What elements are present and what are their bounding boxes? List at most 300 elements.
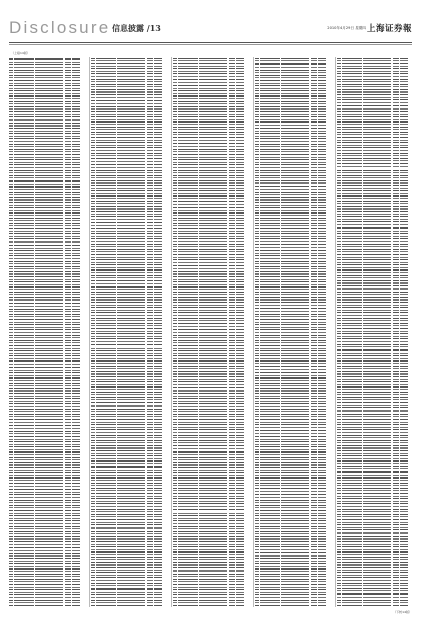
table-cell <box>72 93 80 94</box>
table-cell <box>72 523 80 524</box>
table-cell <box>229 66 235 67</box>
table-cell <box>173 318 177 319</box>
table-cell <box>260 85 280 86</box>
table-cell <box>236 116 244 117</box>
table-cell <box>236 297 244 298</box>
table-cell <box>91 299 95 300</box>
table-cell <box>229 225 235 226</box>
table-cell <box>199 246 227 247</box>
table-cell <box>117 153 145 154</box>
table-cell <box>318 385 326 386</box>
table-cell <box>72 103 80 104</box>
table-cell <box>178 124 198 125</box>
table-cell <box>229 451 235 452</box>
table-cell <box>35 594 63 595</box>
table-cell <box>9 561 13 562</box>
table-cell <box>260 244 280 245</box>
table-cell <box>65 454 71 455</box>
table-cell <box>9 518 13 519</box>
table-cell <box>318 244 326 245</box>
table-cell <box>178 63 198 64</box>
table-cell <box>147 360 153 361</box>
table-cell <box>229 149 235 150</box>
table-cell <box>236 127 244 128</box>
table-cell <box>178 506 198 507</box>
table-cell <box>72 197 80 198</box>
table-cell <box>9 205 13 206</box>
table-cell <box>72 172 80 173</box>
table-cell <box>96 106 116 107</box>
table-cell <box>281 186 309 187</box>
table-cell <box>147 353 153 354</box>
table-cell <box>117 536 145 537</box>
table-cell <box>178 570 198 571</box>
table-cell <box>281 106 309 107</box>
table-cell <box>318 528 326 529</box>
column-divider <box>171 57 172 607</box>
table-cell <box>199 515 227 516</box>
table-cell <box>154 597 162 598</box>
table-cell <box>311 581 317 582</box>
table-cell <box>255 403 259 404</box>
table-cell <box>199 95 227 96</box>
table-cell <box>178 574 198 575</box>
table-cell <box>281 393 309 394</box>
table-cell <box>14 289 34 290</box>
table-cell <box>173 396 177 397</box>
table-cell <box>9 332 13 333</box>
table-cell <box>173 429 177 430</box>
table-cell <box>318 80 326 81</box>
table-cell <box>14 210 34 211</box>
table-cell <box>65 319 71 320</box>
table-cell <box>318 311 326 312</box>
table-cell <box>311 444 317 445</box>
table-cell <box>229 570 235 571</box>
table-cell <box>35 197 63 198</box>
table-cell <box>229 335 235 336</box>
table-cell <box>65 544 71 545</box>
table-cell <box>117 172 145 173</box>
table-cell <box>260 149 280 150</box>
table-cell <box>229 363 235 364</box>
table-cell <box>173 409 177 410</box>
table-cell <box>318 103 326 104</box>
table-cell <box>35 403 63 404</box>
table-cell <box>229 462 235 463</box>
table-cell <box>173 523 177 524</box>
table-cell <box>318 369 326 370</box>
table-cell <box>9 383 13 384</box>
table-cell <box>199 401 227 402</box>
table-cell <box>255 345 259 346</box>
table-cell <box>255 549 259 550</box>
table-cell <box>318 281 326 282</box>
table-cell <box>117 225 145 226</box>
table-cell <box>260 131 280 132</box>
table-cell <box>281 266 309 267</box>
table-cell <box>311 393 317 394</box>
table-cell <box>236 437 244 438</box>
table-cell <box>14 515 34 516</box>
table-cell <box>96 572 116 573</box>
table-cell <box>96 86 116 87</box>
table-cell <box>96 116 116 117</box>
table-cell <box>91 225 95 226</box>
table-cell <box>311 67 317 68</box>
table-cell <box>260 507 280 508</box>
table-cell <box>154 475 162 476</box>
table-cell <box>147 195 153 196</box>
table-cell <box>281 247 309 248</box>
table-cell <box>96 602 116 603</box>
table-cell <box>199 501 227 502</box>
table-cell <box>255 467 259 468</box>
table-cell <box>178 315 198 316</box>
table-cell <box>91 498 95 499</box>
table-cell <box>229 151 235 152</box>
table-cell <box>117 602 145 603</box>
table-cell <box>318 292 326 293</box>
table-cell <box>173 159 177 160</box>
table-cell <box>178 271 198 272</box>
table-cell <box>236 188 244 189</box>
table-cell <box>236 564 244 565</box>
table-cell <box>14 464 34 465</box>
table-cell <box>318 75 326 76</box>
table-cell <box>255 322 259 323</box>
table-cell <box>236 198 244 199</box>
table-cell <box>236 233 244 234</box>
table-cell <box>199 602 227 603</box>
table-cell <box>260 350 280 351</box>
table-cell <box>318 218 326 219</box>
table-cell <box>318 210 326 211</box>
table-cell <box>236 220 244 221</box>
table-cell <box>260 538 280 539</box>
table-cell <box>260 430 280 431</box>
table-cell <box>281 250 309 251</box>
table-cell <box>229 98 235 99</box>
table-cell <box>14 197 34 198</box>
table-cell <box>96 114 116 115</box>
table-cell <box>173 464 177 465</box>
table-cell <box>318 58 326 59</box>
table-cell <box>260 103 280 104</box>
table-cell <box>154 533 162 534</box>
table-cell <box>255 85 259 86</box>
table-cell <box>72 587 80 588</box>
table-cell <box>96 522 116 523</box>
table-cell <box>281 83 309 84</box>
table-cell <box>236 376 244 377</box>
table-cell <box>9 138 13 139</box>
table-cell <box>236 259 244 260</box>
table-cell <box>65 114 71 115</box>
table-cell <box>173 373 177 374</box>
table-cell <box>236 406 244 407</box>
table-cell <box>91 119 95 120</box>
table-cell <box>14 550 34 551</box>
table-cell <box>9 177 13 178</box>
table-cell <box>117 63 145 64</box>
table-cell <box>236 459 244 460</box>
table-cell <box>96 600 116 601</box>
table-cell <box>173 207 177 208</box>
table-cell <box>91 325 95 326</box>
table-cell <box>65 538 71 539</box>
table-cell <box>9 238 13 239</box>
table-cell <box>178 257 198 258</box>
table-cell <box>9 449 13 450</box>
table-cell <box>65 324 71 325</box>
table-cell <box>154 588 162 589</box>
table-cell <box>65 571 71 572</box>
table-cell <box>154 236 162 237</box>
table-cell <box>236 597 244 598</box>
table-cell <box>199 73 227 74</box>
table-cell <box>311 95 317 96</box>
table-cell <box>147 472 153 473</box>
table-cell <box>35 340 63 341</box>
table-cell <box>199 454 227 455</box>
table-cell <box>96 429 116 430</box>
table-cell <box>229 424 235 425</box>
table-cell <box>72 64 80 65</box>
table-cell <box>236 549 244 550</box>
table-cell <box>311 483 317 484</box>
table-cell <box>65 186 71 187</box>
table-cell <box>199 170 227 171</box>
table-cell <box>35 449 63 450</box>
table-cell <box>9 207 13 208</box>
table-cell <box>236 249 244 250</box>
table-cell <box>173 387 177 388</box>
table-cell <box>178 241 198 242</box>
table-cell <box>35 388 63 389</box>
table-cell <box>199 584 227 585</box>
table-cell <box>311 133 317 134</box>
table-cell <box>154 267 162 268</box>
table-cell <box>65 507 71 508</box>
table-cell <box>65 261 71 262</box>
table-cell <box>199 518 227 519</box>
table-cell <box>178 477 198 478</box>
disclosure-table-area <box>9 52 412 607</box>
table-cell <box>117 161 145 162</box>
table-cell <box>9 144 13 145</box>
table-cell <box>154 567 162 568</box>
table-cell <box>9 431 13 432</box>
table-cell <box>311 488 317 489</box>
table-cell <box>229 437 235 438</box>
table-cell <box>117 283 145 284</box>
table-cell <box>35 220 63 221</box>
table-cell <box>255 502 259 503</box>
table-cell <box>318 457 326 458</box>
table-cell <box>229 286 235 287</box>
table-cell <box>178 475 198 476</box>
table-cell <box>318 538 326 539</box>
table-cell <box>178 312 198 313</box>
table-cell <box>72 401 80 402</box>
table-cell <box>281 538 309 539</box>
table-cell <box>178 366 198 367</box>
table-cell <box>236 60 244 61</box>
table-cell <box>9 597 13 598</box>
table-cell <box>260 70 280 71</box>
table-cell <box>147 108 153 109</box>
table-cell <box>35 355 63 356</box>
table-cell <box>173 467 177 468</box>
table-cell <box>236 398 244 399</box>
table-cell <box>178 345 198 346</box>
table-cell <box>255 292 259 293</box>
table-cell <box>117 516 145 517</box>
table-cell <box>229 416 235 417</box>
table-cell <box>281 180 309 181</box>
table-cell <box>154 132 162 133</box>
table-cell <box>14 444 34 445</box>
table-cell <box>91 257 95 258</box>
table-cell <box>72 510 80 511</box>
table-cell <box>199 60 227 61</box>
table-cell <box>318 363 326 364</box>
table-cell <box>14 571 34 572</box>
table-cell <box>173 462 177 463</box>
table-cell <box>117 524 145 525</box>
table-cell <box>255 472 259 473</box>
table-cell <box>311 536 317 537</box>
table-cell <box>35 507 63 508</box>
table-cell <box>147 134 153 135</box>
table-cell <box>199 320 227 321</box>
table-cell <box>281 533 309 534</box>
table-cell <box>91 145 95 146</box>
table-cell <box>173 312 177 313</box>
table-cell <box>65 401 71 402</box>
table-cell <box>199 225 227 226</box>
table-cell <box>154 84 162 85</box>
table-cell <box>255 220 259 221</box>
table-cell <box>91 161 95 162</box>
table-cell <box>199 157 227 158</box>
table-cell <box>173 490 177 491</box>
table-cell <box>35 398 63 399</box>
table-cell <box>260 544 280 545</box>
table-cell <box>14 189 34 190</box>
table-cell <box>117 320 145 321</box>
table-cell <box>117 466 145 467</box>
table-cell <box>311 305 317 306</box>
table-cell <box>178 587 198 588</box>
table-cell <box>154 283 162 284</box>
table-cell <box>72 446 80 447</box>
table-cell <box>154 483 162 484</box>
table-cell <box>154 203 162 204</box>
table-cell <box>178 302 198 303</box>
table-cell <box>255 294 259 295</box>
table-cell <box>229 143 235 144</box>
table-cell <box>96 570 116 571</box>
table-cell <box>236 326 244 327</box>
table-cell <box>236 464 244 465</box>
table-cell <box>14 364 34 365</box>
table-cell <box>178 332 198 333</box>
table-cell <box>65 547 71 548</box>
table-cell <box>14 253 34 254</box>
table-cell <box>173 271 177 272</box>
table-cell <box>199 297 227 298</box>
table-cell <box>14 375 34 376</box>
table-cell <box>199 116 227 117</box>
table-cell <box>311 182 317 183</box>
table-cell <box>229 432 235 433</box>
table-cell <box>255 477 259 478</box>
table-cell <box>173 190 177 191</box>
table-cell <box>65 568 71 569</box>
table-cell <box>72 95 80 96</box>
table-cell <box>147 588 153 589</box>
table-cell <box>9 151 13 152</box>
table-cell <box>72 431 80 432</box>
table-cell <box>173 416 177 417</box>
table-cell <box>147 161 153 162</box>
table-cell <box>91 164 95 165</box>
table-cell <box>147 538 153 539</box>
table-cell <box>281 284 309 285</box>
table-cell <box>91 490 95 491</box>
table-cell <box>154 150 162 151</box>
table-cell <box>199 396 227 397</box>
table-cell <box>229 422 235 423</box>
table-cell <box>14 401 34 402</box>
table-cell <box>236 477 244 478</box>
table-cell <box>72 309 80 310</box>
table-cell <box>14 393 34 394</box>
table-cell <box>173 496 177 497</box>
table-cell <box>173 515 177 516</box>
table-cell <box>14 584 34 585</box>
table-cell <box>14 449 34 450</box>
table-cell <box>96 338 116 339</box>
table-cell <box>281 459 309 460</box>
table-cell <box>229 167 235 168</box>
table-cell <box>229 292 235 293</box>
table-cell <box>281 467 309 468</box>
table-cell <box>14 225 34 226</box>
table-cell <box>255 555 259 556</box>
table-cell <box>199 538 227 539</box>
table-cell <box>173 485 177 486</box>
table-cell <box>9 425 13 426</box>
table-cell <box>255 114 259 115</box>
table-cell <box>9 286 13 287</box>
table-cell <box>96 262 116 263</box>
table-cell <box>14 212 34 213</box>
table-cell <box>117 323 145 324</box>
table-cell <box>281 497 309 498</box>
table-cell <box>147 493 153 494</box>
table-cell <box>117 470 145 471</box>
table-cell <box>72 385 80 386</box>
table-cell <box>236 567 244 568</box>
table-cell <box>281 520 309 521</box>
table-cell <box>255 167 259 168</box>
table-cell <box>14 592 34 593</box>
table-cell <box>260 403 280 404</box>
table-cell <box>96 381 116 382</box>
